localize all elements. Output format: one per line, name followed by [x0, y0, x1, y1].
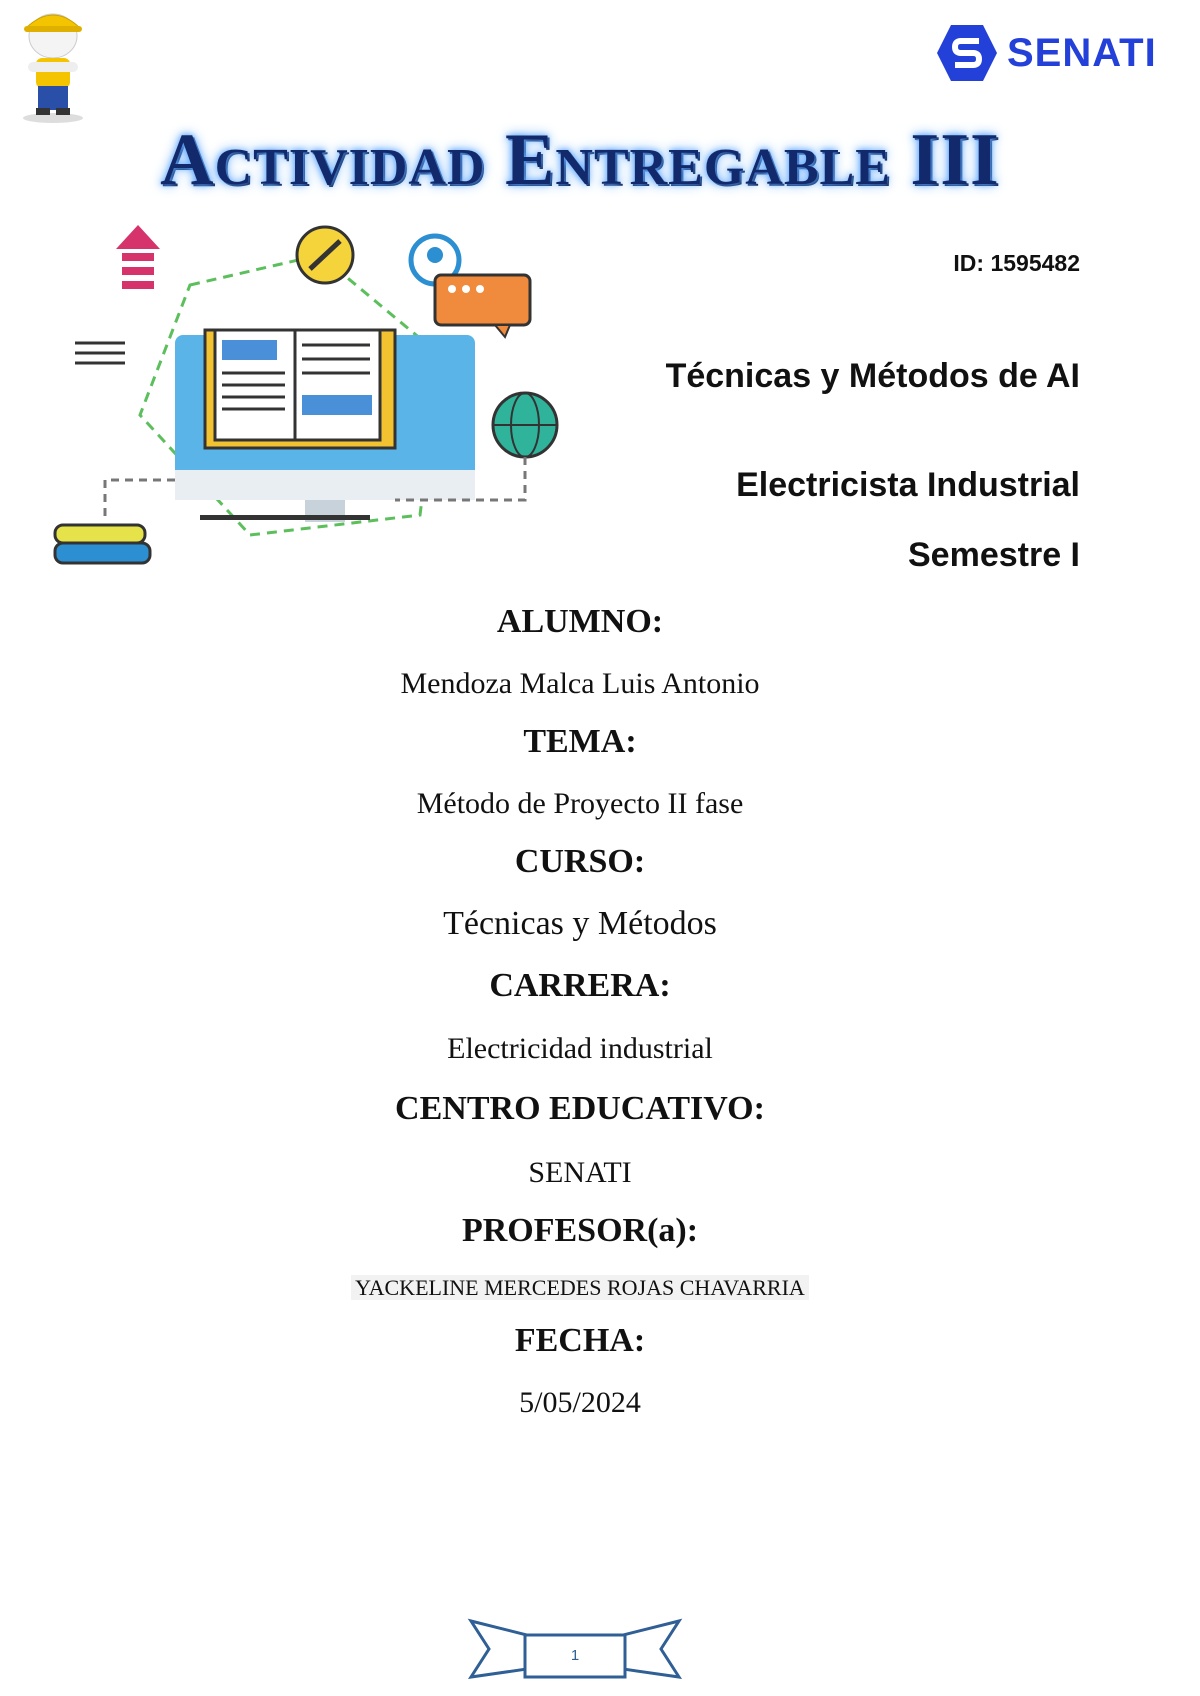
- centro-value: SENATI: [528, 1156, 632, 1189]
- career-heading: Electricista Industrial: [736, 466, 1080, 504]
- page-number: 1: [570, 1647, 580, 1664]
- tema-label: TEMA:: [523, 723, 637, 760]
- carrera-value: Electricidad industrial: [447, 1032, 713, 1065]
- centro-label: CENTRO EDUCATIVO:: [395, 1090, 765, 1127]
- student-id: ID: 1595482: [953, 250, 1080, 276]
- online-learning-illustration: [50, 225, 630, 645]
- fecha-value: 5/05/2024: [519, 1386, 641, 1419]
- profesor-value-row: [0, 1275, 1160, 1301]
- profesor-value: YACKELINE MERCEDES ROJAS CHAVARRIA: [351, 1275, 809, 1300]
- senati-logo-text: SENATI: [1007, 30, 1157, 75]
- worker-mascot-icon: [8, 6, 98, 124]
- fecha-label: FECHA:: [514, 1322, 646, 1359]
- senati-logo-icon: [935, 21, 999, 85]
- carrera-label: CARRERA:: [489, 967, 671, 1004]
- alumno-label: ALUMNO:: [496, 603, 664, 640]
- semester-heading: Semestre I: [908, 536, 1080, 574]
- curso-label: CURSO:: [514, 843, 646, 880]
- document-title: Actividad Entregable III: [160, 119, 1000, 201]
- curso-value: Técnicas y Métodos: [443, 905, 717, 942]
- senati-logo: [935, 18, 1175, 88]
- alumno-value: Mendoza Malca Luis Antonio: [400, 667, 760, 700]
- profesor-label: PROFESOR(a):: [461, 1212, 699, 1249]
- course-heading: Técnicas y Métodos de AI: [665, 357, 1080, 395]
- tema-value: Método de Proyecto II fase: [416, 787, 744, 820]
